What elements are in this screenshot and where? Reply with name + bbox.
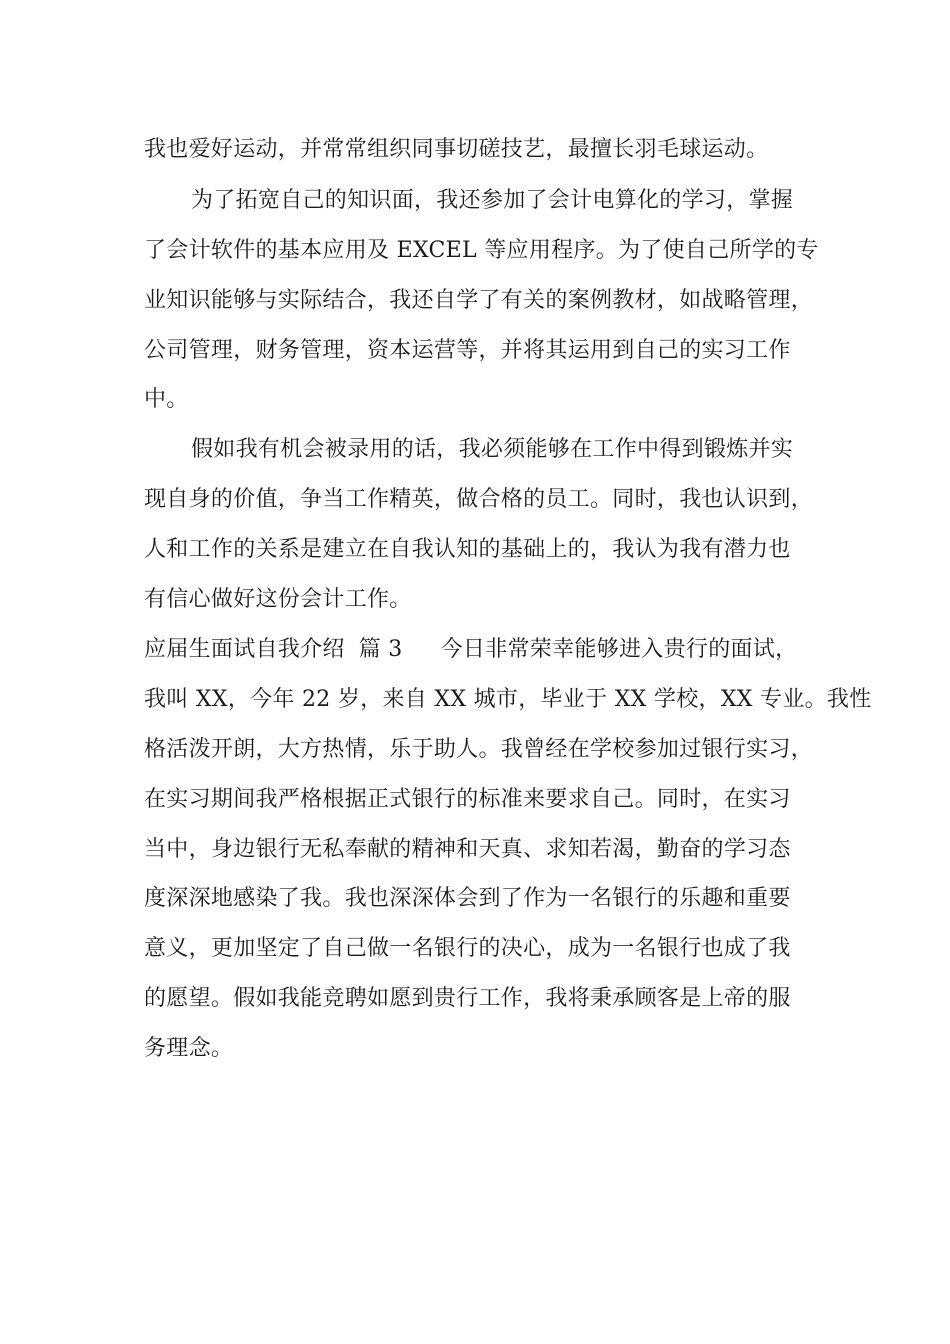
paragraph-2-line: 公司管理，财务管理，资本运营等，并将其运用到自己的实习工作 [144,338,791,363]
paragraph-1-line: 我也爱好运动，并常常组织同事切磋技艺，最擅长羽毛球运动。 [144,137,769,162]
paragraph-2-line: 中。 [144,387,189,412]
section-heading-label: 应届生面试自我介绍 [144,637,345,662]
section-3-first-line: 今日非常荣幸能够进入贵行的面试， [440,637,798,662]
section-3-line: 意义，更加坚定了自己做一名银行的决心，成为一名银行也成了我 [144,936,791,961]
section-3-line: 的愿望。假如我能竞聘如愿到贵行工作，我将秉承顾客是上帝的服 [144,986,791,1011]
paragraph-2-line: 了会计软件的基本应用及 EXCEL 等应用程序。为了使自己所学的专 [144,238,819,263]
paragraph-3-line: 现自身的价值，争当工作精英，做合格的员工。同时，我也认识到， [144,487,814,512]
section-3-line: 格活泼开朗，大方热情，乐于助人。我曾经在学校参加过银行实习， [144,737,814,762]
section-3-line: 当中，身边银行无私奉献的精神和天真、求知若渴，勤奋的学习态 [144,837,791,862]
section-3-line: 度深深地感染了我。我也深深体会到了作为一名银行的乐趣和重要 [144,886,791,911]
paragraph-3-line: 人和工作的关系是建立在自我认知的基础上的，我认为我有潜力也 [144,537,791,562]
paragraph-2-line: 业知识能够与实际结合，我还自学了有关的案例教材，如战略管理， [144,288,814,313]
paragraph-3-line: 有信心做好这份会计工作。 [144,587,412,612]
section-3-line: 我叫 XX，今年 22 岁，来自 XX 城市，毕业于 XX 学校，XX 专业。我性 [144,687,872,712]
section-3-line: 务理念。 [144,1036,234,1061]
paragraph-2-line: 为了拓宽自己的知识面，我还参加了会计电算化的学习，掌握 [191,188,794,213]
section-3-heading-line [144,635,797,665]
section-3-line: 在实习期间我严格根据正式银行的标准来要求自己。同时，在实习 [144,787,791,812]
paragraph-3-line: 假如我有机会被录用的话，我必须能够在工作中得到锻炼并实 [191,437,794,462]
section-heading-number: 篇 3 [358,637,403,662]
